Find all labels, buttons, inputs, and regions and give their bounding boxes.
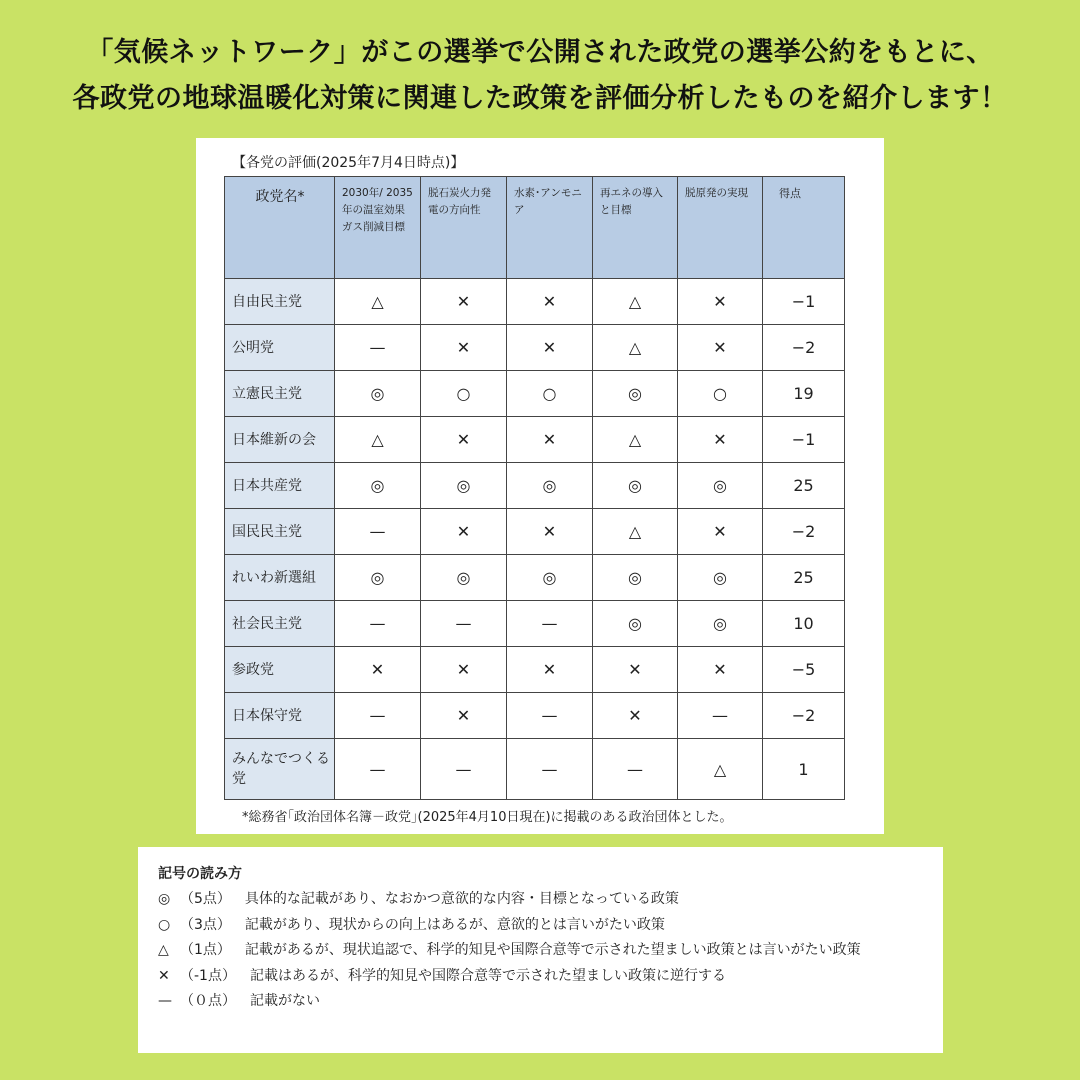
- legend-points: （０点）: [180, 993, 236, 1009]
- table-row: [225, 601, 845, 647]
- legend-text: 記載があるが、現状追認で、科学的知見や国際合意等で示された望ましい政策とは言いがたい政策: [244, 942, 861, 958]
- rating-cell: ✕: [421, 325, 507, 371]
- party-name-cell: 日本共産党: [225, 463, 335, 509]
- score-cell: −1: [763, 417, 845, 463]
- rating-cell: ○: [678, 371, 763, 417]
- rating-cell: ○: [421, 371, 507, 417]
- rating-cell: △: [593, 325, 678, 371]
- legend-symbol: —: [158, 993, 172, 1009]
- rating-cell: ○: [507, 371, 593, 417]
- party-name-cell: れいわ新選組: [225, 555, 335, 601]
- table-caption: 【各党の評価(2025年7月4日時点)】: [232, 155, 465, 171]
- rating-cell: ✕: [678, 509, 763, 555]
- score-cell: −5: [763, 647, 845, 693]
- rating-cell: ◎: [593, 601, 678, 647]
- legend-text: 記載はあるが、科学的知見や国際合意等で示された望ましい政策に逆行する: [249, 967, 726, 984]
- rating-cell: ◎: [421, 463, 507, 509]
- rating-cell: △: [593, 417, 678, 463]
- party-name-cell: 自由民主党: [225, 279, 335, 325]
- rating-cell: ✕: [421, 509, 507, 555]
- headline-line-1: 「気候ネットワーク」がこの選挙で公開された政党の選挙公約をもとに、: [86, 37, 994, 68]
- rating-cell: ✕: [507, 647, 593, 693]
- rating-cell: ◎: [678, 601, 763, 647]
- table-row: [225, 279, 845, 325]
- rating-cell: ✕: [678, 647, 763, 693]
- rating-cell: ◎: [335, 555, 421, 601]
- rating-cell: ✕: [678, 417, 763, 463]
- rating-cell: —: [421, 601, 507, 647]
- rating-cell: △: [335, 417, 421, 463]
- rating-cell: ◎: [335, 371, 421, 417]
- table-footnote: *総務省｢政治団体名簿－政党｣(2025年4月10日現在)に掲載のある政治団体とした。: [242, 810, 733, 825]
- legend-item: [158, 938, 928, 964]
- table-row: [225, 693, 845, 739]
- headline-line-2: 各政党の地球温暖化対策に関連した政策を評価分析したものを紹介します！: [72, 83, 1008, 114]
- rating-cell: ✕: [678, 325, 763, 371]
- legend-text: 記載があり、現状からの向上はあるが、意欲的とは言いがたい政策: [244, 916, 665, 933]
- table-body: [225, 279, 845, 800]
- rating-cell: —: [507, 739, 593, 800]
- rating-cell: ✕: [593, 647, 678, 693]
- legend-item: [158, 887, 928, 913]
- legend-symbol: ○: [158, 916, 171, 933]
- header-party: 政党名*: [225, 177, 335, 279]
- table-row: [225, 463, 845, 509]
- rating-cell: ✕: [507, 509, 593, 555]
- rating-cell: —: [593, 739, 678, 800]
- score-cell: 25: [763, 463, 845, 509]
- rating-cell: △: [335, 279, 421, 325]
- rating-cell: —: [421, 739, 507, 800]
- legend-points: （5点）: [180, 891, 231, 907]
- party-name-cell: 社会民主党: [225, 601, 335, 647]
- headline: [0, 30, 1080, 122]
- party-name-cell: 国民民主党: [225, 509, 335, 555]
- rating-cell: ✕: [507, 417, 593, 463]
- party-name-cell: 立憲民主党: [225, 371, 335, 417]
- rating-cell: —: [335, 509, 421, 555]
- rating-cell: ✕: [335, 647, 421, 693]
- header-hydrogen-ammonia: 水素･アンモニア: [507, 177, 593, 279]
- table-row: [225, 371, 845, 417]
- legend-symbol: △: [158, 942, 169, 958]
- rating-cell: ✕: [507, 325, 593, 371]
- legend-points: （1点）: [180, 942, 231, 958]
- rating-cell: ✕: [421, 693, 507, 739]
- legend-list: [158, 887, 928, 1015]
- rating-cell: ◎: [678, 463, 763, 509]
- rating-cell: ◎: [507, 555, 593, 601]
- score-cell: 19: [763, 371, 845, 417]
- rating-cell: ◎: [678, 555, 763, 601]
- rating-cell: ◎: [335, 463, 421, 509]
- legend-points: （3点）: [180, 916, 231, 933]
- rating-cell: ✕: [507, 279, 593, 325]
- rating-cell: △: [593, 509, 678, 555]
- rating-cell: ✕: [421, 279, 507, 325]
- header-ghg-target: 2030年/ 2035年の温室効果ガス削減目標: [335, 177, 421, 279]
- rating-cell: —: [507, 601, 593, 647]
- rating-cell: ✕: [678, 279, 763, 325]
- party-name-cell: みんなでつくる党: [225, 739, 335, 800]
- rating-cell: —: [507, 693, 593, 739]
- rating-cell: ◎: [593, 371, 678, 417]
- rating-cell: —: [678, 693, 763, 739]
- legend-text: 具体的な記載があり、なおかつ意欲的な内容・目標となっている政策: [244, 891, 679, 907]
- table-row: [225, 509, 845, 555]
- table-row: [225, 417, 845, 463]
- table-row: [225, 555, 845, 601]
- rating-cell: △: [593, 279, 678, 325]
- legend-text: 記載がない: [250, 993, 320, 1009]
- rating-cell: —: [335, 739, 421, 800]
- legend-points: （-1点）: [180, 967, 236, 984]
- party-name-cell: 日本保守党: [225, 693, 335, 739]
- legend-item: [158, 989, 928, 1015]
- legend-card: [138, 847, 943, 1053]
- legend-item: [158, 913, 928, 939]
- evaluation-table-card: [196, 138, 884, 834]
- legend-title: 記号の読み方: [158, 866, 242, 882]
- score-cell: −2: [763, 509, 845, 555]
- score-cell: 1: [763, 739, 845, 800]
- rating-cell: ✕: [421, 417, 507, 463]
- party-name-cell: 公明党: [225, 325, 335, 371]
- legend-symbol: ✕: [158, 967, 170, 984]
- rating-cell: ✕: [593, 693, 678, 739]
- table-row: [225, 647, 845, 693]
- rating-cell: △: [678, 739, 763, 800]
- rating-cell: —: [335, 325, 421, 371]
- score-cell: −1: [763, 279, 845, 325]
- table-header-row: [225, 177, 845, 279]
- header-score: 得点: [763, 177, 845, 279]
- table-row: [225, 325, 845, 371]
- party-name-cell: 日本維新の会: [225, 417, 335, 463]
- table-row: [225, 739, 845, 800]
- header-coal-phaseout: 脱石炭火力発電の方向性: [421, 177, 507, 279]
- rating-cell: ✕: [421, 647, 507, 693]
- rating-cell: ◎: [421, 555, 507, 601]
- party-name-cell: 参政党: [225, 647, 335, 693]
- evaluation-table: [224, 176, 845, 800]
- legend-item: [158, 964, 928, 990]
- rating-cell: —: [335, 693, 421, 739]
- rating-cell: —: [335, 601, 421, 647]
- score-cell: −2: [763, 693, 845, 739]
- score-cell: −2: [763, 325, 845, 371]
- rating-cell: ◎: [593, 555, 678, 601]
- header-nuclear-phaseout: 脱原発の実現: [678, 177, 763, 279]
- rating-cell: ◎: [593, 463, 678, 509]
- score-cell: 10: [763, 601, 845, 647]
- legend-symbol: ◎: [158, 891, 171, 907]
- score-cell: 25: [763, 555, 845, 601]
- header-renewables: 再エネの導入と目標: [593, 177, 678, 279]
- rating-cell: ◎: [507, 463, 593, 509]
